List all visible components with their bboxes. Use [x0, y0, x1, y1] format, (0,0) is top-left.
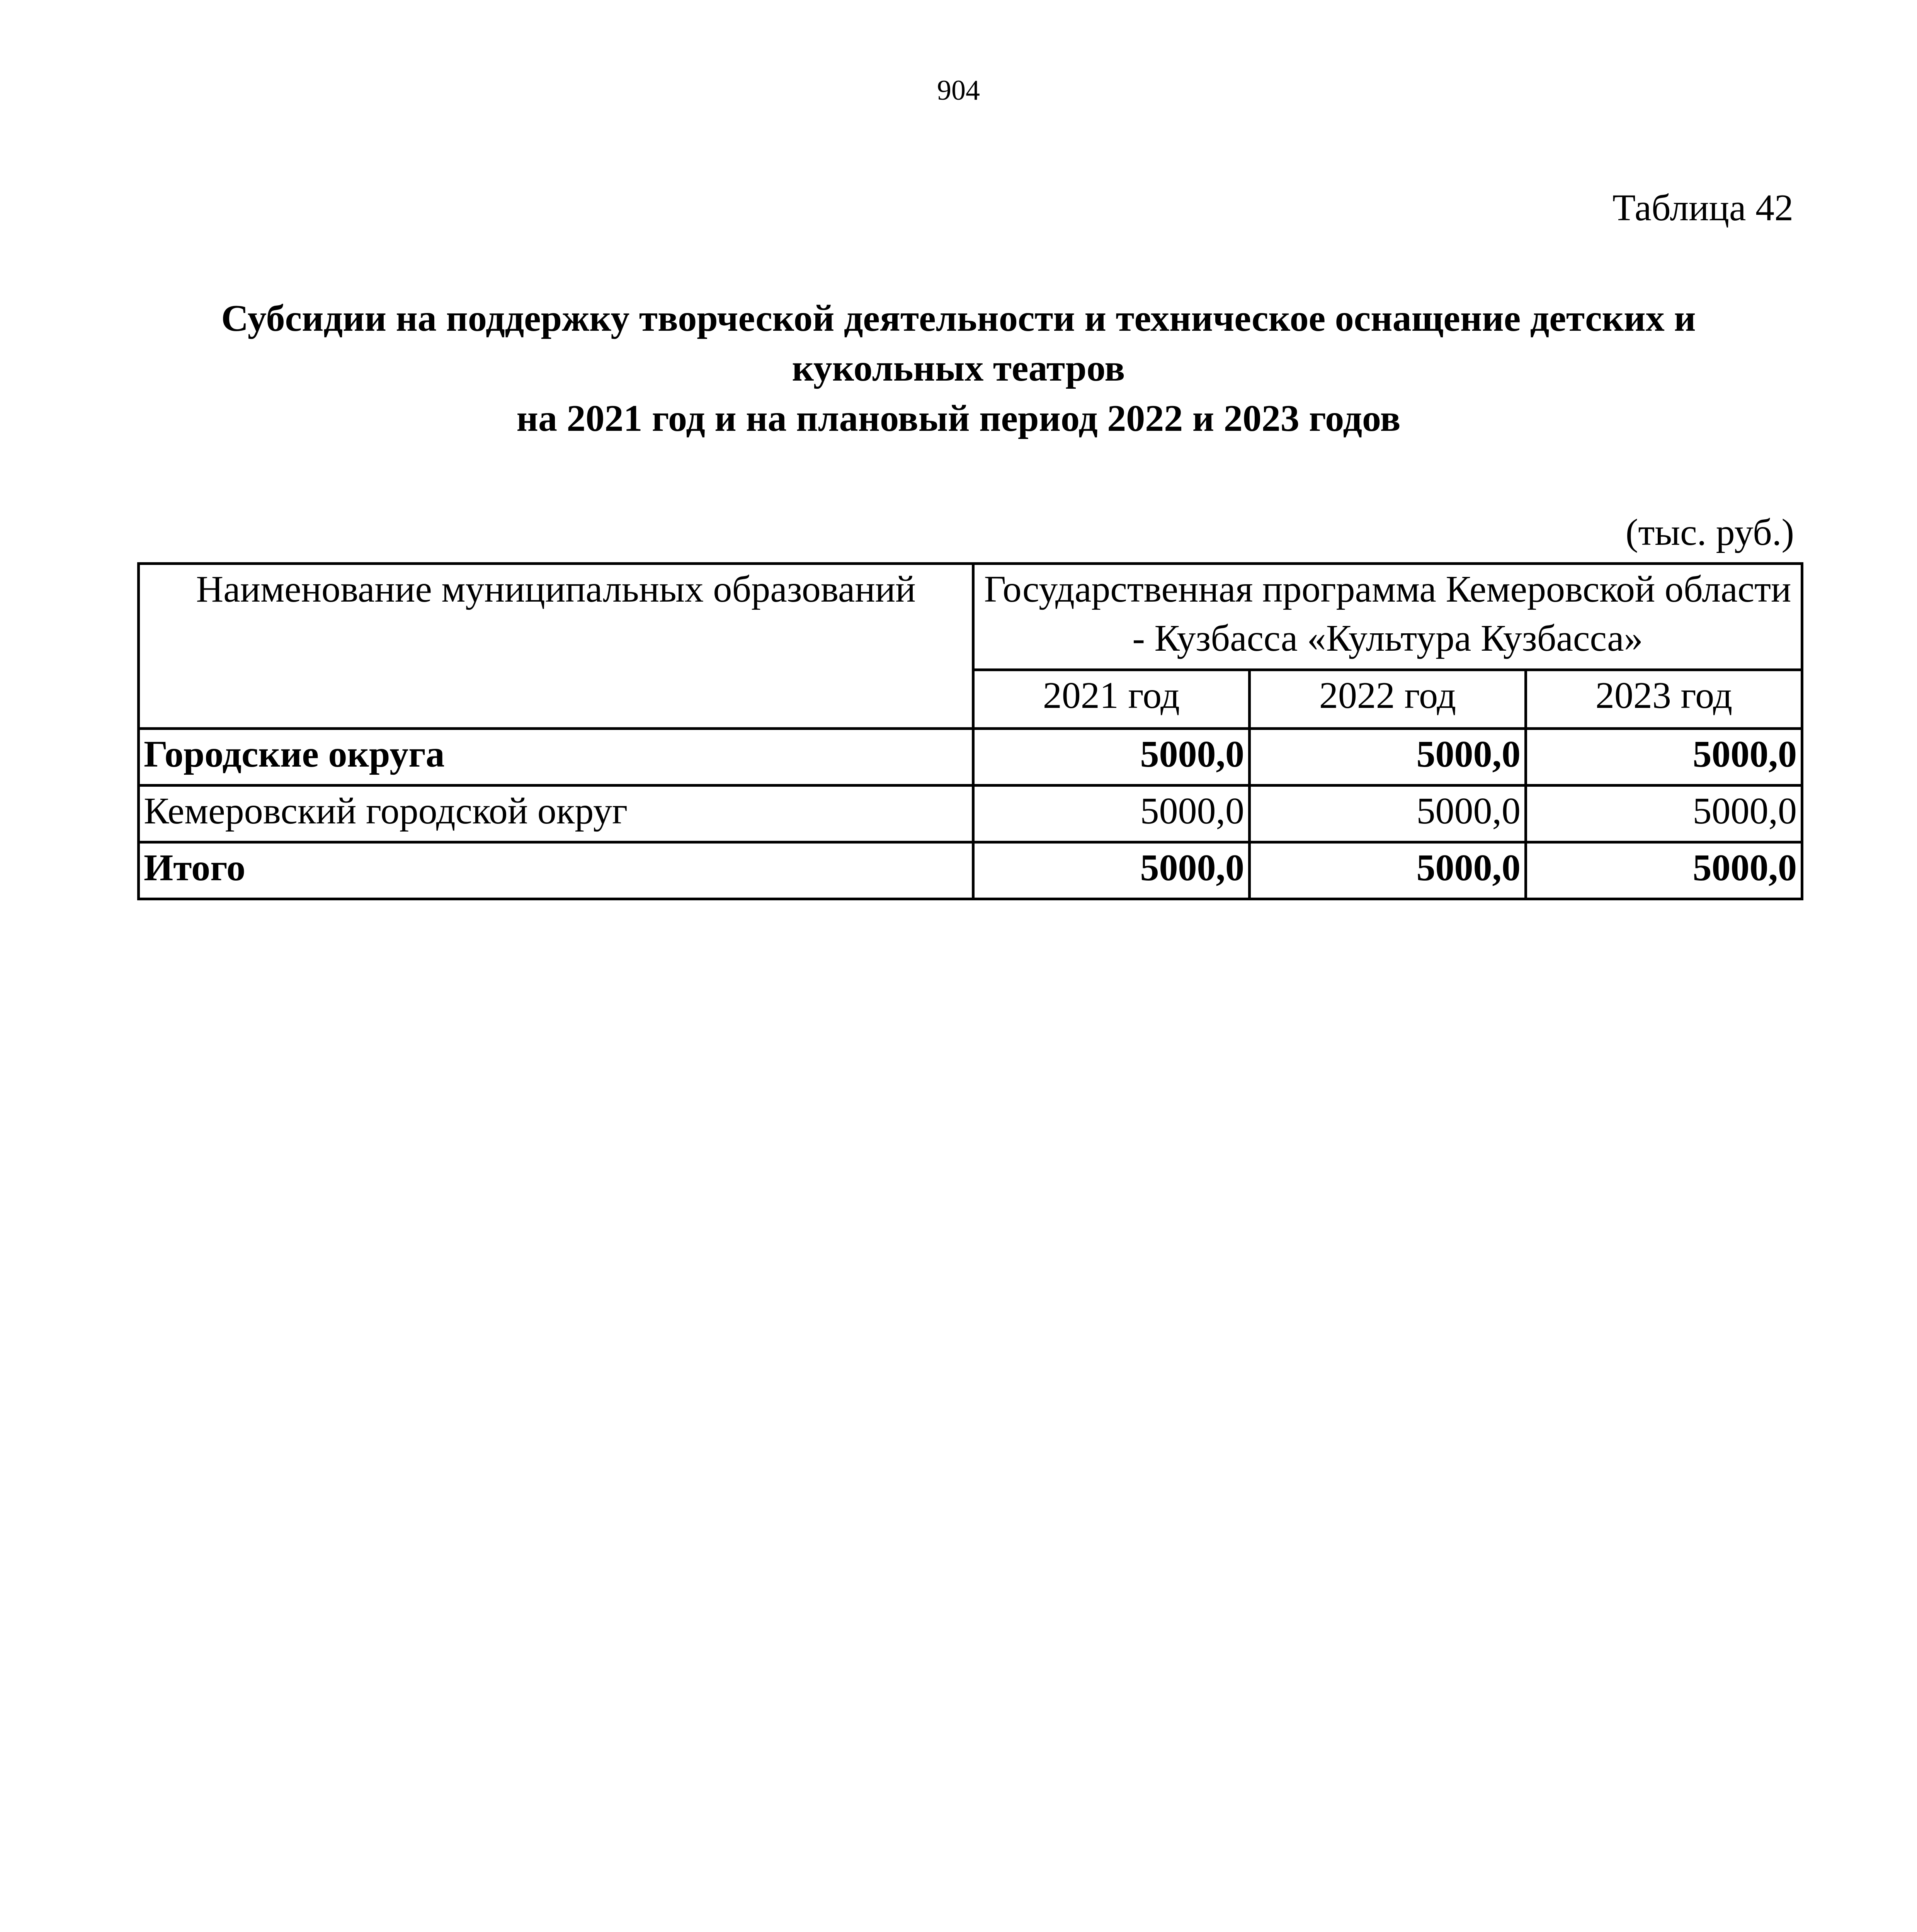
header-year-2021: 2021 год: [973, 670, 1250, 729]
document-title: [116, 294, 1801, 444]
header-municipality: Наименование муниципальных образований: [139, 564, 973, 729]
units-label: (тыс. руб.): [1625, 512, 1794, 553]
row-value-2022: 5000,0: [1250, 842, 1526, 899]
title-line: Субсидии на поддержку творческой деятельности и техническое оснащение детских и: [221, 298, 1696, 339]
row-value-2021: 5000,0: [973, 842, 1250, 899]
table-row: [139, 729, 1802, 786]
row-value-2021: 5000,0: [973, 786, 1250, 842]
header-row: [139, 564, 1802, 670]
header-year-2023: 2023 год: [1526, 670, 1802, 729]
row-value-2023: 5000,0: [1526, 842, 1802, 899]
row-name: Итого: [139, 842, 973, 899]
header-program: Государственная программа Кемеровской области - Кузбасса «Культура Кузбасса»: [973, 564, 1802, 670]
header-year-2022: 2022 год: [1250, 670, 1526, 729]
table-row: [139, 786, 1802, 842]
table-label: Таблица 42: [1612, 187, 1793, 229]
row-name: Городские округа: [139, 729, 973, 786]
row-value-2022: 5000,0: [1250, 729, 1526, 786]
title-line: на 2021 год и на плановый период 2022 и 2023 годов: [516, 397, 1401, 439]
row-value-2023: 5000,0: [1526, 786, 1802, 842]
table-row-total: [139, 842, 1802, 899]
page-number: 904: [937, 75, 980, 106]
row-value-2022: 5000,0: [1250, 786, 1526, 842]
row-value-2021: 5000,0: [973, 729, 1250, 786]
title-line: кукольных театров: [792, 347, 1125, 389]
row-name: Кемеровский городской округ: [139, 786, 973, 842]
row-value-2023: 5000,0: [1526, 729, 1802, 786]
subsidy-table: [137, 562, 1803, 900]
